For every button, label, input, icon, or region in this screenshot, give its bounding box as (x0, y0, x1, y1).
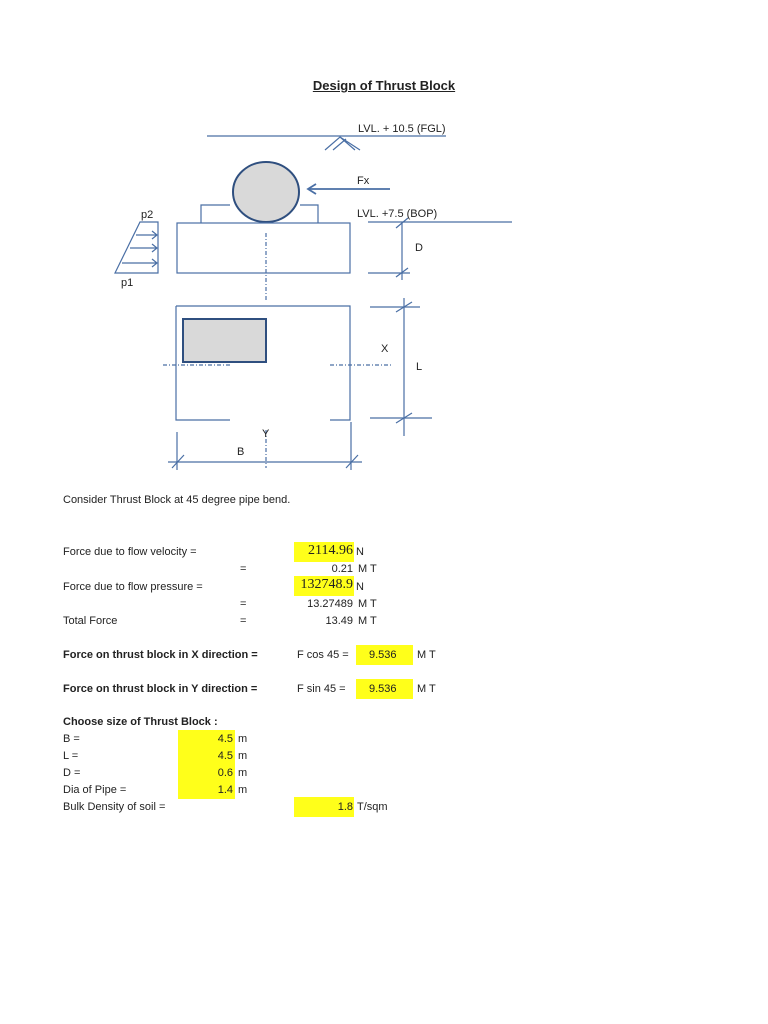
size-label-pipe: Dia of Pipe = (63, 784, 127, 796)
density-label: Bulk Density of soil = (63, 801, 166, 813)
total-mt-value: 13.49 (325, 615, 353, 627)
unit-n: N (356, 581, 364, 593)
x-formula: F cos 45 = (297, 649, 349, 661)
equals: = (240, 615, 247, 627)
intro-text: Consider Thrust Block at 45 degree pipe bend. (63, 494, 291, 506)
size-value-l[interactable]: 4.5 (217, 750, 233, 762)
velocity-mt-value: 0.21 (331, 563, 353, 575)
unit-mt: M T (358, 563, 377, 575)
unit-mt: M T (358, 598, 377, 610)
p1-label: p1 (121, 277, 134, 289)
ground-hatch-icon (325, 137, 360, 150)
d-label: D (415, 242, 423, 254)
fgl-label: LVL. + 10.5 (FGL) (358, 123, 446, 135)
pipe-section (233, 162, 299, 222)
size-value-b[interactable]: 4.5 (217, 733, 233, 745)
size-heading: Choose size of Thrust Block : (63, 716, 218, 728)
thrust-block-elevation (177, 223, 350, 273)
pressure-n-value: 132748.9 (300, 577, 353, 592)
density-unit: T/sqm (357, 801, 388, 813)
size-label-b: B = (63, 733, 80, 745)
pressure-label: Force due to flow pressure = (63, 581, 203, 593)
total-label: Total Force (63, 615, 118, 627)
size-label-l: L = (63, 750, 79, 762)
size-unit: m (238, 733, 248, 745)
y-direction-label: Force on thrust block in Y direction = (63, 683, 258, 695)
size-value-pipe[interactable]: 1.4 (217, 784, 233, 796)
pressure-mt-value: 13.27489 (307, 598, 353, 610)
pipe-support-left (201, 205, 230, 223)
equals: = (240, 563, 247, 575)
unit-mt: M T (358, 615, 377, 627)
velocity-label: Force due to flow velocity = (63, 546, 197, 558)
size-unit: m (238, 784, 248, 796)
pipe-support-right (300, 205, 318, 223)
unit-n: N (356, 546, 364, 558)
x-label: X (381, 343, 389, 355)
density-value[interactable]: 1.8 (337, 801, 353, 813)
x-force-value: 9.536 (369, 649, 397, 661)
page-title: Design of Thrust Block (312, 78, 456, 93)
unit-mt: M T (417, 683, 436, 695)
equals: = (240, 598, 247, 610)
unit-mt: M T (417, 649, 436, 661)
x-direction-label: Force on thrust block in X direction = (63, 649, 258, 661)
size-unit: m (238, 750, 248, 762)
velocity-n-value: 2114.96 (308, 543, 353, 558)
size-value-d[interactable]: 0.6 (217, 767, 233, 779)
fx-label: Fx (357, 175, 370, 187)
l-label: L (416, 361, 423, 373)
p2-label: p2 (141, 209, 154, 221)
y-force-value: 9.536 (369, 683, 397, 695)
y-formula: F sin 45 = (297, 683, 346, 695)
y-label: Y (262, 428, 270, 440)
size-unit: m (238, 767, 248, 779)
bop-label: LVL. +7.5 (BOP) (357, 208, 438, 220)
pipe-plan (183, 319, 266, 362)
size-label-d: D = (63, 767, 81, 779)
b-label: B (237, 446, 245, 458)
